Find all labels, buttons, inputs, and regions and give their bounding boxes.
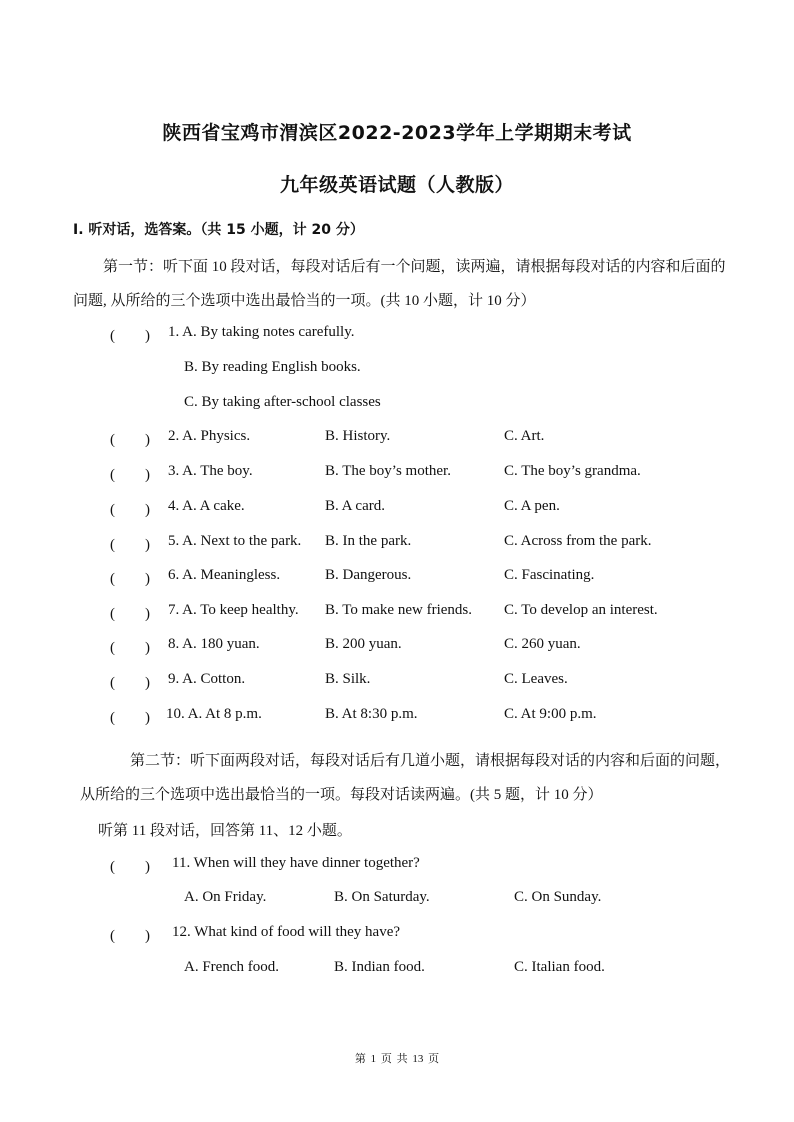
option-a: 8. A. 180 yuan. (168, 636, 260, 652)
answer-blank: ( ) (110, 640, 150, 656)
option-b: B. Dangerous. (325, 567, 412, 583)
question-12 (0, 924, 794, 944)
answer-blank: ( ) (110, 467, 150, 483)
question-row (0, 498, 794, 518)
answer-blank: ( ) (110, 675, 150, 691)
option-c: C. The boy’s grandma. (504, 463, 641, 479)
part1-instructions: 第一节：听下面 10 段对话，每段对话后有一个问题，读两遍，请根据每段对话的内容和后面的问题, 从所给的三个选项中选出最恰当的一项。(共 10 小题，计 10 分） (73, 259, 726, 309)
option-b: B. On Saturday. (334, 889, 430, 905)
option-b: B. Silk. (325, 671, 371, 687)
option-c: C. 260 yuan. (504, 636, 581, 652)
question-row (0, 706, 794, 726)
option-a: 3. A. The boy. (168, 463, 253, 479)
answer-blank: ( ) (110, 432, 150, 448)
page-footer: 第 1 页 共 13 页 (354, 1053, 440, 1065)
section-heading: Ⅰ. 听对话，选答案。（共 15 小题，计 20 分） (73, 222, 364, 238)
answer-blank: ( ) (110, 606, 150, 622)
answer-blank: ( ) (110, 537, 150, 553)
option-a: 2. A. Physics. (168, 428, 251, 444)
option-b: B. In the park. (325, 533, 412, 549)
option-b: B. 200 yuan. (325, 636, 402, 652)
question-row (0, 428, 794, 448)
option-a: 1. A. By taking notes carefully. (168, 324, 355, 340)
option-c: C. Fascinating. (504, 567, 595, 583)
question-row (0, 636, 794, 656)
option-a: A. French food. (184, 959, 279, 975)
question-row (0, 567, 794, 587)
exam-subtitle: 九年级英语试题（人教版） (279, 174, 514, 196)
question-text: 11. When will they have dinner together? (172, 855, 420, 871)
option-b: B. By reading English books. (184, 359, 361, 375)
question-row (0, 602, 794, 622)
option-c: C. Across from the park. (504, 533, 652, 549)
part2-sub-instructions: 听第 11 段对话，回答第 11、12 小题。 (98, 823, 352, 839)
answer-blank: ( ) (110, 571, 150, 587)
answer-blank: ( ) (110, 328, 150, 344)
option-b: B. At 8:30 p.m. (325, 706, 418, 722)
option-c: C. By taking after-school classes (184, 394, 381, 410)
answer-blank: ( ) (110, 859, 150, 875)
exam-title: 陕西省宝鸡市渭滨区2022-2023学年上学期期末考试 (162, 122, 632, 144)
option-c: C. On Sunday. (514, 889, 602, 905)
option-a: 5. A. Next to the park. (168, 533, 302, 549)
option-b: B. A card. (325, 498, 385, 514)
option-a: 6. A. Meaningless. (168, 567, 281, 583)
option-b: B. History. (325, 428, 391, 444)
question-row (0, 463, 794, 483)
option-a: 4. A. A cake. (168, 498, 245, 514)
option-a: A. On Friday. (184, 889, 267, 905)
answer-blank: ( ) (110, 502, 150, 518)
option-c: C. Italian food. (514, 959, 605, 975)
question-text: 12. What kind of food will they have? (172, 924, 401, 940)
answer-blank: ( ) (110, 710, 150, 726)
question-row (0, 533, 794, 553)
option-b: B. To make new friends. (325, 602, 472, 618)
question-12-options (0, 959, 794, 979)
option-c: C. To develop an interest. (504, 602, 658, 618)
option-c: C. At 9:00 p.m. (504, 706, 597, 722)
option-a: 7. A. To keep healthy. (168, 602, 299, 618)
part2-instructions: 第二节：听下面两段对话，每段对话后有几道小题，请根据每段对话的内容和后面的问题，从所给的三个选项中选出最恰当的一项。每段对话读两遍。(共 5 题，计 10 分） (80, 753, 731, 803)
question-1 (0, 324, 794, 344)
question-11-options (0, 889, 794, 909)
question-1-option-c-row (0, 394, 794, 414)
option-a: 9. A. Cotton. (168, 671, 246, 687)
option-c: C. Art. (504, 428, 545, 444)
option-b: B. Indian food. (334, 959, 425, 975)
question-11 (0, 855, 794, 875)
option-a: 10. A. At 8 p.m. (166, 706, 262, 722)
option-c: C. A pen. (504, 498, 560, 514)
question-1-option-b-row (0, 359, 794, 379)
option-c: C. Leaves. (504, 671, 568, 687)
option-b: B. The boy’s mother. (325, 463, 451, 479)
question-row (0, 671, 794, 691)
answer-blank: ( ) (110, 928, 150, 944)
